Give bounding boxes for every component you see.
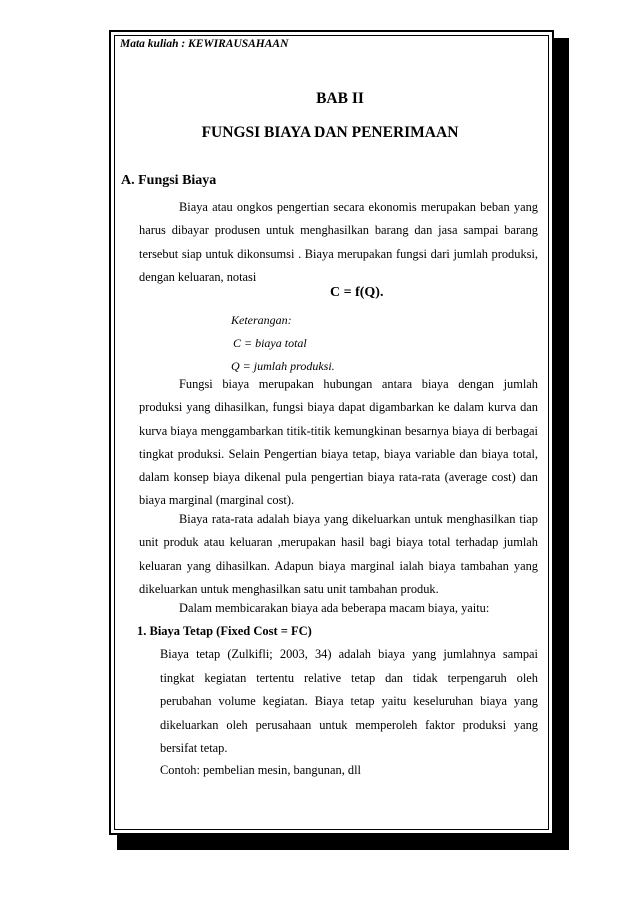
- note-q: Q = jumlah produksi.: [231, 359, 335, 373]
- note-c: C = biaya total: [233, 336, 307, 350]
- chapter-title: FUNGSI BIAYA DAN PENERIMAAN: [201, 124, 459, 141]
- list-item-fixed-cost-heading: 1. Biaya Tetap (Fixed Cost = FC): [137, 624, 312, 638]
- paragraph-average-marginal: Biaya rata-rata adalah biaya yang dikeluarkan untuk menghasilkan tiap unit produk atau keluaran ,merupakan hasil bagi biaya total terhadap jumlah keluaran yang dihasilkan. Adapun biaya marginal ialah biaya tambahan yang dikeluarkan untuk menghasilkan satu unit tambahan produk.: [139, 512, 538, 596]
- fixed-cost-example: Contoh: pembelian mesin, bangunan, dll: [160, 763, 361, 777]
- chapter-number: BAB II: [316, 90, 364, 107]
- section-heading-fungsi-biaya: A. Fungsi Biaya: [121, 173, 217, 188]
- paragraph-fixed-cost: Biaya tetap (Zulkifli; 2003, 34) adalah biaya yang jumlahnya sampai tingkat kegiatan tertentu relative tetap dan tidak terpengaruh oleh perubahan volume kegiatan. Biaya tetap yaitu keseluruhan biaya yang dikeluarkan oleh perusahaan untuk memperoleh faktor produksi yang bersifat tetap.: [160, 647, 538, 755]
- paragraph-definition: Biaya atau ongkos pengertian secara ekonomis merupakan beban yang harus dibayar produsen untuk menghasilkan barang dan jasa sampai barang tersebut siap untuk dikonsumsi . Biaya merupakan fungsi dari jumlah produksi, dengan keluaran, notasi: [139, 200, 538, 284]
- paragraph-cost-function: Fungsi biaya merupakan hubungan antara biaya dengan jumlah produksi yang dihasilkan, fungsi biaya dapat digambarkan ke dalam kurva dan kurva biaya menggambarkan titik-titik kemungkinan besarnya biaya di berbagai tingkat produksi. Selain Pengertian biaya tetap, biaya variable dan biaya total, dalam konsep biaya dikenal pula pengertian biaya rata-rata (average cost) dan biaya marginal (marginal cost).: [139, 377, 538, 508]
- cost-function-formula: C = f(Q).: [330, 285, 384, 300]
- course-header: Mata kuliah : KEWIRAUSAHAAN: [120, 38, 289, 50]
- paragraph-cost-types-intro: Dalam membicarakan biaya ada beberapa macam biaya, yaitu:: [179, 601, 490, 615]
- notes-label: Keterangan:: [231, 313, 292, 327]
